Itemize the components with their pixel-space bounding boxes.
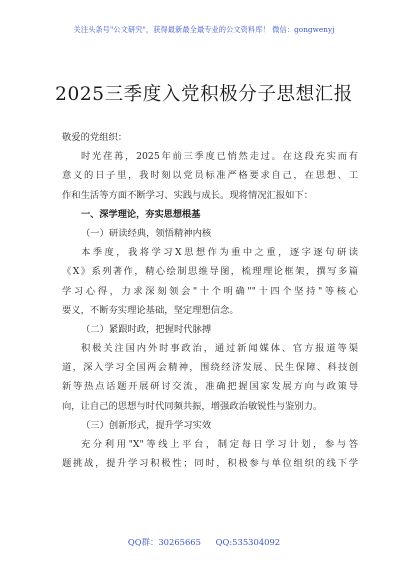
paragraph-line: 要义，不断夯实理论基础，坚定理想信念。 [62,304,239,316]
footer-contact-note: QQ群：30265665 QQ:535304092 [127,537,281,547]
salutation: 敬爱的党组织： [62,132,128,143]
paragraph-line: 时光荏苒，2025年前三季度已悄然走过。在这段充实而有 [81,151,358,163]
subsection-heading: （二）紧跟时政，把握时代脉搏 [81,323,212,335]
paragraph-line: 题挑战，提升学习积极性；同时，积极参与单位组织的线下学 [62,458,358,470]
paragraph-line: 新等热点话题开展研讨交流，准确把握国家发展方向与政策导 [62,381,358,393]
paragraph-line: 道，深入学习全国两会精神，围绕经济发展、民生保障、科技创 [62,362,358,374]
paragraph-line: 充分利用"X"等线上平台，制定每日学习计划，参与答 [81,439,358,450]
paragraph-line: 学习心得，力求深刻领会"十个明确""十四个坚持"等核心 [62,285,358,297]
section-heading: 一、深学理论，夯实思想根基 [81,208,201,220]
subsection-heading: （三）创新形式，提升学习实效 [81,419,212,431]
paragraph-line: 本季度，我将学习X思想作为重中之重，逐字逐句研读 [81,247,358,259]
document-title: 2025三季度入党积极分子思想汇报 [55,84,353,105]
paragraph-line: 向，让自己的思想与时代同频共振，增强政治敏锐性与鉴别力。 [62,400,323,412]
paragraph-line: 《X》系列著作，精心绘制思维导图，梳理理论框架，撰写多篇 [62,266,358,278]
document-body [62,128,358,473]
paragraph-line: 意义的日子里，我时刻以党员标准严格要求自己，在思想、工 [62,170,358,182]
header-promo-note: 关注头条号"公文研究"，获得最新最全最专业的公文资料库！ 微信：gongwenyj [73,25,335,34]
paragraph-line: 积极关注国内外时事政治，通过新闻媒体、官方报道等渠 [81,343,358,355]
subsection-heading: （一）研读经典，领悟精神内核 [81,227,212,239]
paragraph-line: 作和生活等方面不断学习、实践与成长。现将情况汇报如下： [62,189,314,201]
